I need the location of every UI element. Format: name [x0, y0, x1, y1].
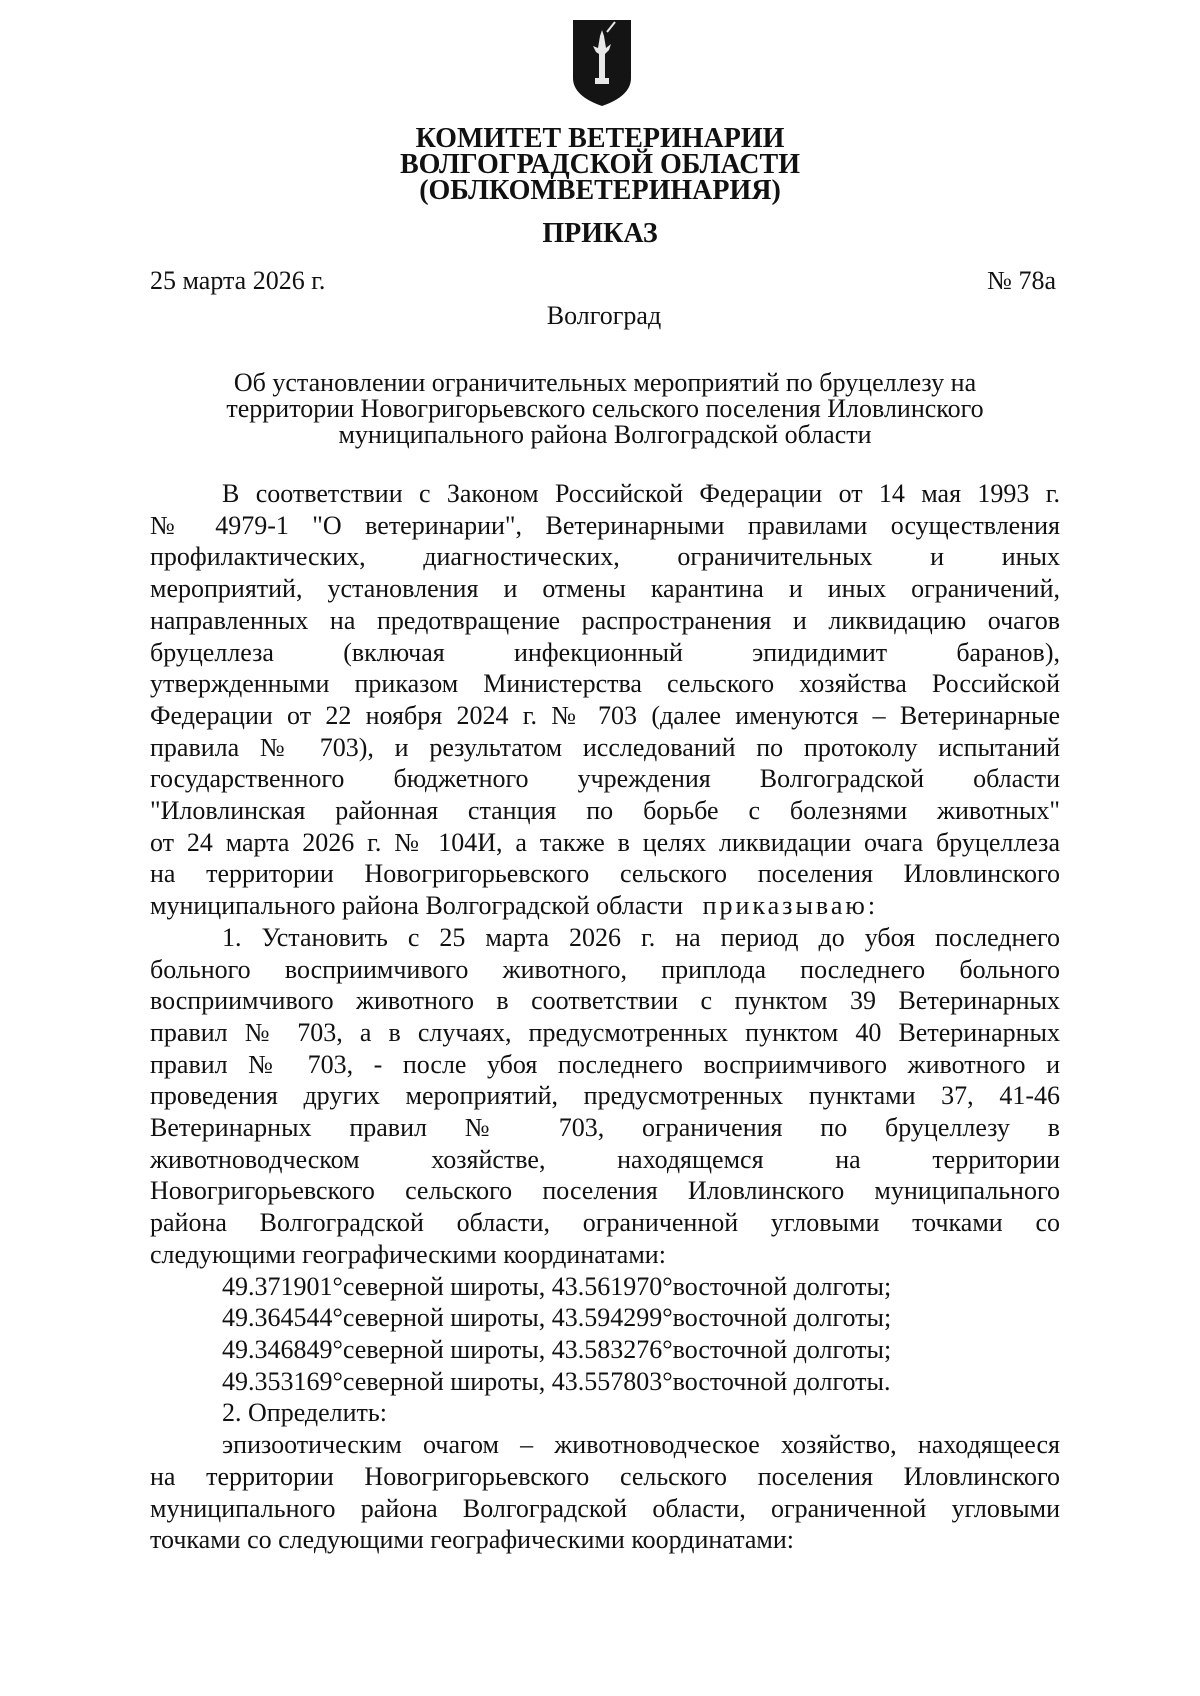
subject-line-2: территории Новогригорьевского сельского поселения Иловлинского [226, 394, 984, 423]
item1-line: правил № 703, а в случаях, предусмотренных пунктом 40 Ветеринарных [150, 1017, 1060, 1047]
order-body [150, 478, 1060, 1556]
preamble-line: В соответствии с Законом Российской Федерации от 14 мая 1993 г. [222, 479, 1060, 508]
item2-line: муниципального района Волгоградской области, ограниченной угловыми [150, 1493, 1060, 1523]
item1-line: восприимчивого животного в соответствии с пунктом 39 Ветеринарных [150, 986, 1060, 1016]
item2-last-line: точками со следующими географическими координатами: [150, 1525, 795, 1555]
item1-line: Новогригорьевского сельского поселения Иловлинского муниципального [150, 1176, 1060, 1206]
order-date: 25 марта 2026 г. [150, 266, 326, 295]
item1-line: 1. Установить с 25 марта 2026 г. на период до убоя последнего [222, 922, 1060, 952]
preamble-line: государственного бюджетного учреждения Волгоградской области [150, 764, 1060, 794]
item2-line: эпизоотическим очагом – животноводческое хозяйство, находящееся [222, 1430, 1060, 1460]
item1-line: правил № 703, - после убоя последнего восприимчивого животного и [150, 1049, 1060, 1079]
item2-heading: 2. Определить: [222, 1398, 387, 1428]
preamble-line: профилактических, диагностических, ограничительных и иных [150, 542, 1060, 572]
issue-city: Волгоград [546, 301, 662, 330]
item1-line: Ветеринарных правил № 703, ограничения по бруцеллезу в [150, 1113, 1060, 1143]
preamble-line: направленных на предотвращение распространения и ликвидацию очагов [150, 605, 1060, 635]
item1-line: больного восприимчивого животного, приплода последнего больного [150, 954, 1060, 984]
preamble-last-line [150, 890, 1060, 922]
issuer-line-1: КОМИТЕТ ВЕТЕРИНАРИИ [415, 123, 785, 154]
order-subject [160, 370, 1050, 448]
preamble-line: мероприятий, установления и отмены карантина и иных ограничений, [150, 574, 1060, 604]
preamble-line: правила № 703), и результатом исследований по протоколу испытаний [150, 732, 1060, 762]
preamble-line: "Иловлинская районная станция по борьбе с болезнями животных" [150, 796, 1060, 826]
order-word: приказываю: [702, 891, 879, 921]
coordinate-line: 49.371901°северной широты, 43.561970°восточной долготы; [222, 1271, 892, 1301]
item2-line: на территории Новогригорьевского сельского поселения Иловлинского [150, 1461, 1060, 1491]
item1-line: проведения других мероприятий, предусмотренных пунктами 37, 41-46 [150, 1081, 1060, 1111]
preamble-line: на территории Новогригорьевского сельского поселения Иловлинского [150, 859, 1060, 889]
subject-line-3: муниципального района Волгоградской области [338, 420, 872, 449]
document-type-title: ПРИКАЗ [542, 218, 658, 249]
preamble-line: Федерации от 22 ноября 2024 г. № 703 (далее именуются – Ветеринарные [150, 700, 1060, 730]
coordinate-line: 49.346849°северной широты, 43.583276°восточной долготы; [222, 1334, 892, 1364]
coordinate-line: 49.364544°северной широты, 43.594299°восточной долготы; [222, 1303, 892, 1333]
preamble-line: бруцеллеза (включая инфекционный эпидидимит баранов), [150, 637, 1060, 667]
order-number: № 78а [987, 266, 1056, 295]
preamble-line: утвержденными приказом Министерства сельского хозяйства Российской [150, 669, 1060, 699]
item1-line: района Волгоградской области, ограниченной угловыми точками со [150, 1208, 1060, 1238]
issuer-line-2: ВОЛГОГРАДСКОЙ ОБЛАСТИ [400, 149, 800, 180]
issuer-header [300, 123, 900, 206]
item1-last-line: следующими географическими координатами: [150, 1239, 666, 1269]
coordinate-line: 49.353169°северной широты, 43.557803°восточной долготы. [222, 1366, 891, 1396]
item1-line: животноводческом хозяйстве, находящемся на территории [150, 1144, 1060, 1174]
issuer-line-3: (ОБЛКОМВЕТЕРИНАРИЯ) [419, 175, 781, 206]
subject-line-1: Об установлении ограничительных мероприятий по бруцеллезу на [233, 368, 977, 397]
volgograd-coat-of-arms-emblem [571, 18, 633, 108]
preamble-last-text: муниципального района Волгоградской области [150, 891, 684, 921]
preamble-line: от 24 марта 2026 г. № 104И, а также в целях ликвидации очага бруцеллеза [150, 827, 1060, 857]
preamble-line: № 4979-1 "О ветеринарии", Ветеринарными правилами осуществления [150, 510, 1060, 540]
